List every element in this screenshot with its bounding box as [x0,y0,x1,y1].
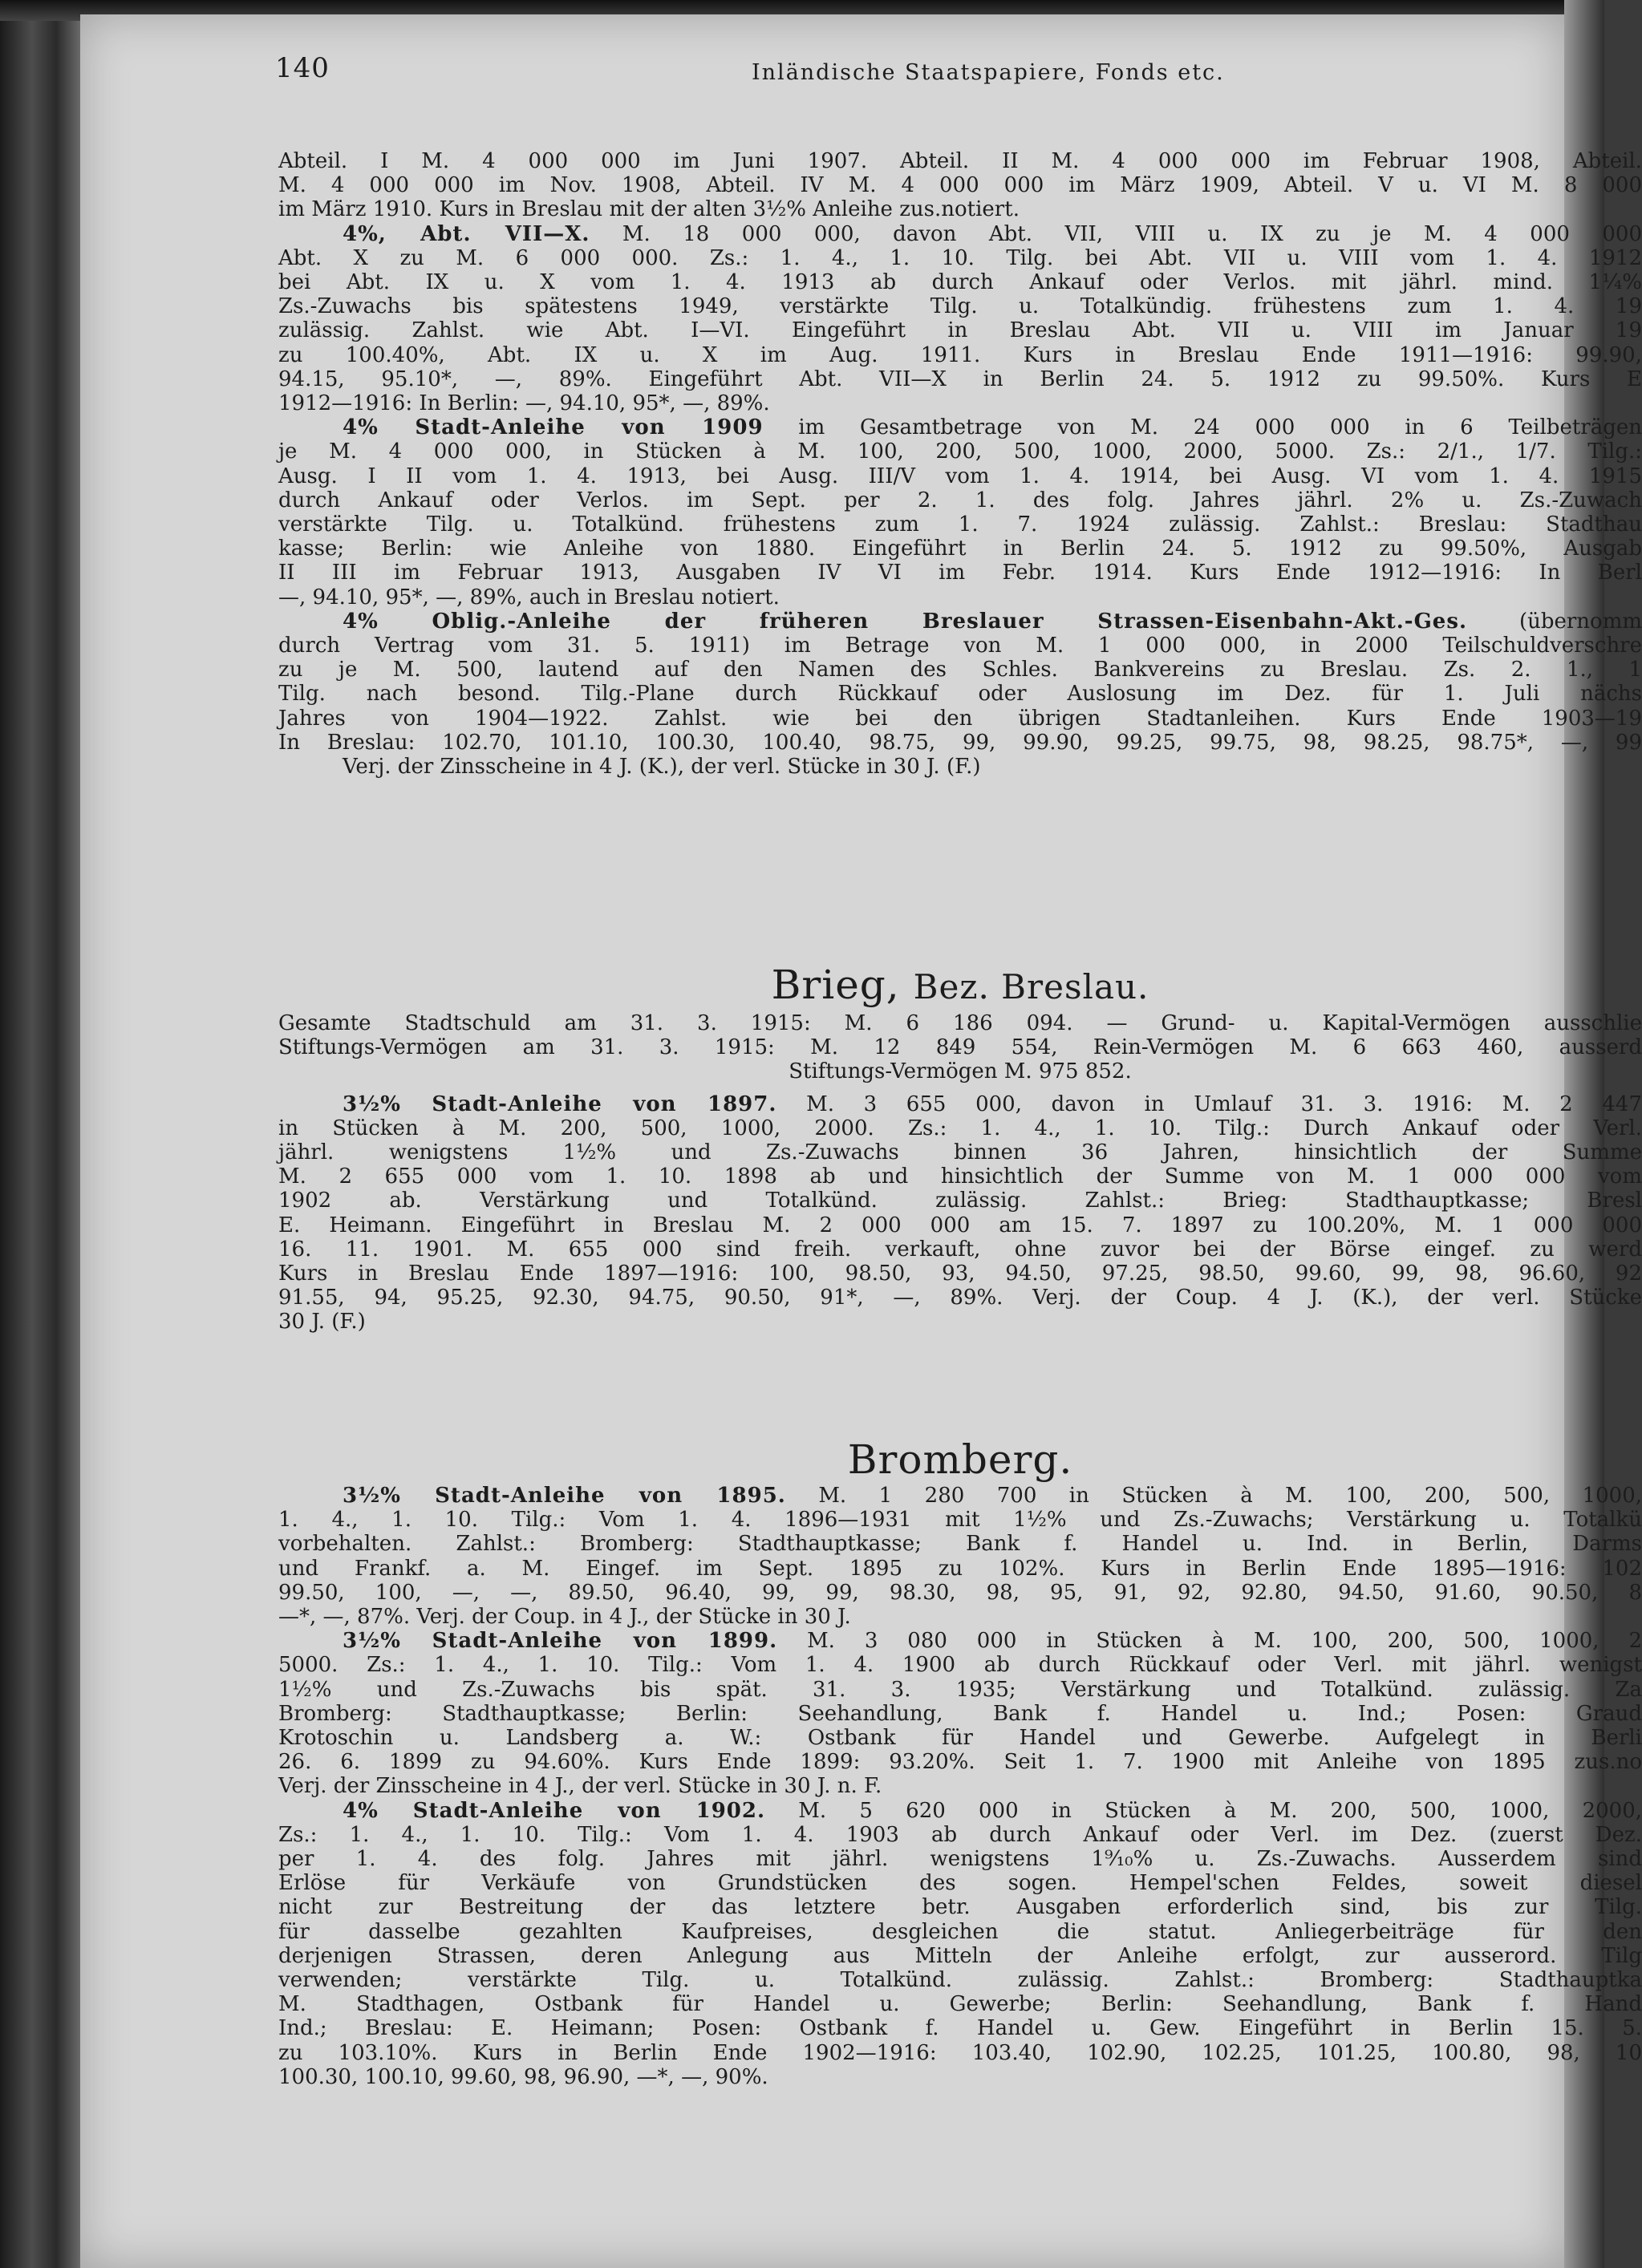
text-line: vorbehalten. Zahlst.: Bromberg: Stadthauptkasse; Bank f. Handel u. Ind. in Berlin, Darms [278,1532,1642,1557]
bromberg-section [278,1436,1642,2089]
text-line: zu 100.40%, Abt. IX u. X im Aug. 1911. Kurs in Breslau Ende 1911—1916: 99.90, [278,342,1642,367]
city-district: Bez. Breslau. [913,967,1149,1006]
text-line: je M. 4 000 000, in Stücken à M. 100, 200, 500, 1000, 2000, 5000. Zs.: 2/1., 1/7. Tilg.: [278,439,1642,464]
text-line: Abt. X zu M. 6 000 000. Zs.: 1. 4., 1. 10. Tilg. bei Abt. VII u. VIII vom 1. 4. 1912 [278,245,1642,270]
text-line: 100.30, 100.10, 99.60, 98, 96.90, —*, —, 90%. [278,2064,768,2089]
text-line: kasse; Berlin: wie Anleihe von 1880. Eingeführt in Berlin 24. 5. 1912 zu 99.50%, Ausgab [278,537,1642,561]
text-line: im März 1910. Kurs in Breslau mit der alten 3½% Anleihe zus.notiert. [278,197,1020,222]
text-line: durch Vertrag vom 31. 5. 1911) im Betrage von M. 1 000 000, in 2000 Teilschuldverschre [278,634,1642,658]
text-line-rest: M. 18 000 000, davon Abt. VII, VIII u. IX zu je M. 4 000 000 [622,221,1642,246]
breslau-oblig-loan [278,610,1642,779]
text-line: 91.55, 94, 95.25, 92.30, 94.75, 90.50, 91*, —, 89%. Verj. der Coup. 4 J. (K.), der verl. Stücke [278,1286,1642,1310]
text-line: derjenigen Strassen, deren Anlegung aus Mitteln der Anleihe erfolgt, zur ausserord. Tilg [278,1943,1642,1968]
text-line: 30 J. (F.) [278,1310,366,1334]
text-line [278,1092,1642,1116]
text-line: 94.15, 95.10*, —, 89%. Eingeführt Abt. VII—X in Berlin 24. 5. 1912 zu 99.50%. Kurs E [278,367,1642,391]
text-line: II III im Februar 1913, Ausgaben IV VI im Febr. 1914. Kurs Ende 1912—1916: In Berl [278,561,1642,585]
text-line: Zs.-Zuwachs bis spätestens 1949, verstärkte Tilg. u. Totalkündig. frühestens zum 1. 4. 19 [278,294,1642,319]
section-heading: 4% Stadt-Anleihe von 1902. [343,1798,766,1823]
section-heading: 3½% Stadt-Anleihe von 1897. [343,1091,777,1116]
text-line: durch Ankauf oder Verlos. im Sept. per 2. 1. des folg. Jahres jährl. 2% u. Zs.-Zuwach [278,488,1642,512]
text-line: M. 2 655 000 vom 1. 10. 1898 ab und hinsichtlich der Summe von M. 1 000 000 vom [278,1164,1642,1189]
city-name: Brieg, [771,962,900,1008]
section-heading: 4%, Abt. VII—X. [343,221,590,246]
city-heading-brieg [278,961,1642,1011]
text-line [278,415,1642,439]
text-line: Stiftungs-Vermögen M. 975 852. [789,1059,1132,1084]
text-line: verwenden; verstärkte Tilg. u. Totalkünd. zulässig. Zahlst.: Bromberg: Stadthauptka [278,1968,1642,1993]
text-line-rest: im Gesamtbetrage von M. 24 000 000 in 6 Teilbeträgen [798,415,1642,440]
section-heading: 4% Stadt-Anleihe von 1909 [343,415,764,440]
text-line: Bromberg: Stadthauptkasse; Berlin: Seehandlung, Bank f. Handel u. Ind.; Posen: Graud [278,1701,1642,1726]
text-line: Verj. der Zinsscheine in 4 J. (K.), der verl. Stücke in 30 J. (F.) [343,755,981,780]
text-line: verstärkte Tilg. u. Totalkünd. frühestens zum 1. 7. 1924 zulässig. Zahlst.: Breslau: Stadthau [278,512,1642,537]
text-line: Stiftungs-Vermögen am 31. 3. 1915: M. 12 849 554, Rein-Vermögen M. 6 663 460, ausserd [278,1035,1642,1060]
text-line: 26. 6. 1899 zu 94.60%. Kurs Ende 1899: 93.20%. Seit 1. 7. 1900 mit Anleihe von 1895 zus.no [278,1750,1642,1775]
text-line: —, 94.10, 95*, —, 89%, auch in Breslau notiert. [278,585,780,610]
scan-binding-edge [0,0,80,2268]
text-line: bei Abt. IX u. X vom 1. 4. 1913 ab durch Ankauf oder Verlos. mit jährl. mind. 1¼% [278,270,1642,295]
text-line: 99.50, 100, —, —, 89.50, 96.40, 99, 99, 98.30, 98, 95, 91, 92, 92.80, 94.50, 91.60, 90.50, 8 [278,1580,1642,1605]
bromberg-loan-1902 [278,1799,1642,2089]
text-line: zu je M. 500, lautend auf den Namen des Schles. Bankvereins zu Breslau. Zs. 2. 1., 1 [278,658,1642,682]
text-line: 16. 11. 1901. M. 655 000 sind freih. verkauft, ohne zuvor bei der Börse eingef. zu werd [278,1237,1642,1262]
breslau-section [278,149,1642,779]
brieg-intro [278,1011,1642,1084]
text-line: 1902 ab. Verstärkung und Totalkünd. zulässig. Zahlst.: Brieg: Stadthauptkasse; Bresl [278,1189,1642,1213]
text-line: 1½% und Zs.-Zuwachs bis spät. 31. 3. 1935; Verstärkung und Totalkünd. zulässig. Za [278,1677,1642,1702]
text-line-rest: M. 3 655 000, davon in Umlauf 31. 3. 1916: M. 2 447 [806,1091,1642,1116]
text-line: Kurs in Breslau Ende 1897—1916: 100, 98.50, 93, 94.50, 97.25, 98.50, 99.60, 99, 98, 96.60, 92 [278,1262,1642,1286]
text-line-rest: (übernomm [1518,609,1642,634]
bromberg-loan-1899 [278,1629,1642,1798]
text-line: und Frankf. a. M. Eingef. im Sept. 1895 zu 102%. Kurs in Berlin Ende 1895—1916: 102 [278,1556,1642,1581]
text-line: Ausg. I II vom 1. 4. 1913, bei Ausg. III/V vom 1. 4. 1914, bei Ausg. VI vom 1. 4. 1915 [278,464,1642,488]
breslau-abt-vii-x [278,222,1642,416]
text-line [278,1799,1642,1823]
text-line: jährl. wenigstens 1½% und Zs.-Zuwachs binnen 36 Jahren, hinsichtlich der Summe [278,1140,1642,1165]
brieg-section [278,961,1642,1334]
text-line: 1. 4., 1. 10. Tilg.: Vom 1. 4. 1896—1931 mit 1½% und Zs.-Zuwachs; Verstärkung u. Totalkü [278,1508,1642,1533]
text-line: zu 103.10%. Kurs in Berlin Ende 1902—1916: 103.40, 102.90, 102.25, 101.25, 100.80, 98, 10 [278,2040,1642,2065]
text-line: Gesamte Stadtschuld am 31. 3. 1915: M. 6 186 094. — Grund- u. Kapital-Vermögen ausschlie [278,1011,1642,1035]
text-line: Jahres von 1904—1922. Zahlst. wie bei den übrigen Stadtanleihen. Kurs Ende 1903—19 [278,706,1642,731]
text-line: —*, —, 87%. Verj. der Coup. in 4 J., der Stücke in 30 J. [278,1605,851,1630]
text-line: M. Stadthagen, Ostbank für Handel u. Gewerbe; Berlin: Seehandlung, Bank f. Hand [278,1992,1642,2017]
text-line [278,222,1642,246]
text-line: nicht zur Bestreitung der das letztere betr. Ausgaben erforderlich sind, bis zur Tilg. [278,1895,1642,1920]
section-heading: 3½% Stadt-Anleihe von 1895. [343,1484,786,1508]
page-number: 140 [275,52,330,84]
bromberg-loan-1895 [278,1484,1642,1629]
text-line: in Stücken à M. 200, 500, 1000, 2000. Zs.: 1. 4., 1. 10. Tilg.: Durch Ankauf oder Verl. [278,1116,1642,1140]
brieg-loan-1897 [278,1092,1642,1334]
text-line [278,1484,1642,1508]
text-line: Ind.; Breslau: E. Heimann; Posen: Ostbank f. Handel u. Gew. Eingeführt in Berlin 15. 5. [278,2016,1642,2041]
text-line-rest: M. 1 280 700 in Stücken à M. 100, 200, 500, 1000, [818,1484,1642,1508]
city-heading-bromberg: Bromberg. [847,1436,1073,1483]
text-line: per 1. 4. des folg. Jahres mit jährl. wenigstens 1⁹⁄₁₀% u. Zs.-Zuwachs. Ausserdem sind [278,1847,1642,1872]
text-line: 5000. Zs.: 1. 4., 1. 10. Tilg.: Vom 1. 4. 1900 ab durch Rückkauf oder Verl. mit jährl. wenigst [278,1653,1642,1678]
section-heading: 3½% Stadt-Anleihe von 1899. [343,1629,778,1654]
text-line: Tilg. nach besond. Tilg.-Plane durch Rückkauf oder Auslosung im Dez. für 1. Juli nächs [278,682,1642,707]
text-line [278,610,1642,634]
text-line: Verj. der Zinsscheine in 4 J., der verl. Stücke in 30 J. n. F. [278,1774,882,1799]
text-line: In Breslau: 102.70, 101.10, 100.30, 100.40, 98.75, 99, 99.90, 99.25, 99.75, 98, 98.25, 98.75*, —, 99 [278,730,1642,755]
text-line: Abteil. I M. 4 000 000 im Juni 1907. Abteil. II M. 4 000 000 im Februar 1908, Abteil. [278,149,1642,173]
text-line-rest: M. 5 620 000 in Stücken à M. 200, 500, 1000, 2000, [798,1798,1642,1823]
page-header [275,52,1642,93]
running-title: Inländische Staatspapiere, Fonds etc. [752,60,1225,85]
text-line: Zs.: 1. 4., 1. 10. Tilg.: Vom 1. 4. 1903 ab durch Ankauf oder Verl. im Dez. (zuerst Dez. [278,1822,1642,1847]
text-line: E. Heimann. Eingeführt in Breslau M. 2 000 000 am 15. 7. 1897 zu 100.20%, M. 1 000 000 [278,1213,1642,1237]
text-line: 1912—1916: In Berlin: —, 94.10, 95*, —, 89%. [278,391,770,416]
breslau-intro [278,149,1642,222]
text-line: für dasselbe gezahlten Kaufpreises, desgleichen die statut. Anliegerbeiträge für den [278,1919,1642,1944]
breslau-loan-1909 [278,415,1642,610]
book-page [80,14,1642,2268]
section-heading: 4% Oblig.-Anleihe der früheren Breslauer Strassen-Eisenbahn-Akt.-Ges. [343,609,1468,634]
text-line: Erlöse für Verkäufe von Grundstücken des sogen. Hempel'schen Feldes, soweit diesel [278,1871,1642,1896]
text-line-rest: M. 3 080 000 in Stücken à M. 100, 200, 500, 1000, 2 [807,1629,1642,1654]
text-line: Krotoschin u. Landsberg a. W.: Ostbank für Handel und Gewerbe. Aufgelegt in Berli [278,1726,1642,1751]
text-line [278,1629,1642,1653]
text-line: zulässig. Zahlst. wie Abt. I—VI. Eingeführt in Breslau Abt. VII u. VIII im Januar 19 [278,318,1642,343]
text-line: M. 4 000 000 im Nov. 1908, Abteil. IV M. 4 000 000 im März 1909, Abteil. V u. VI M. 8 000 [278,173,1642,198]
